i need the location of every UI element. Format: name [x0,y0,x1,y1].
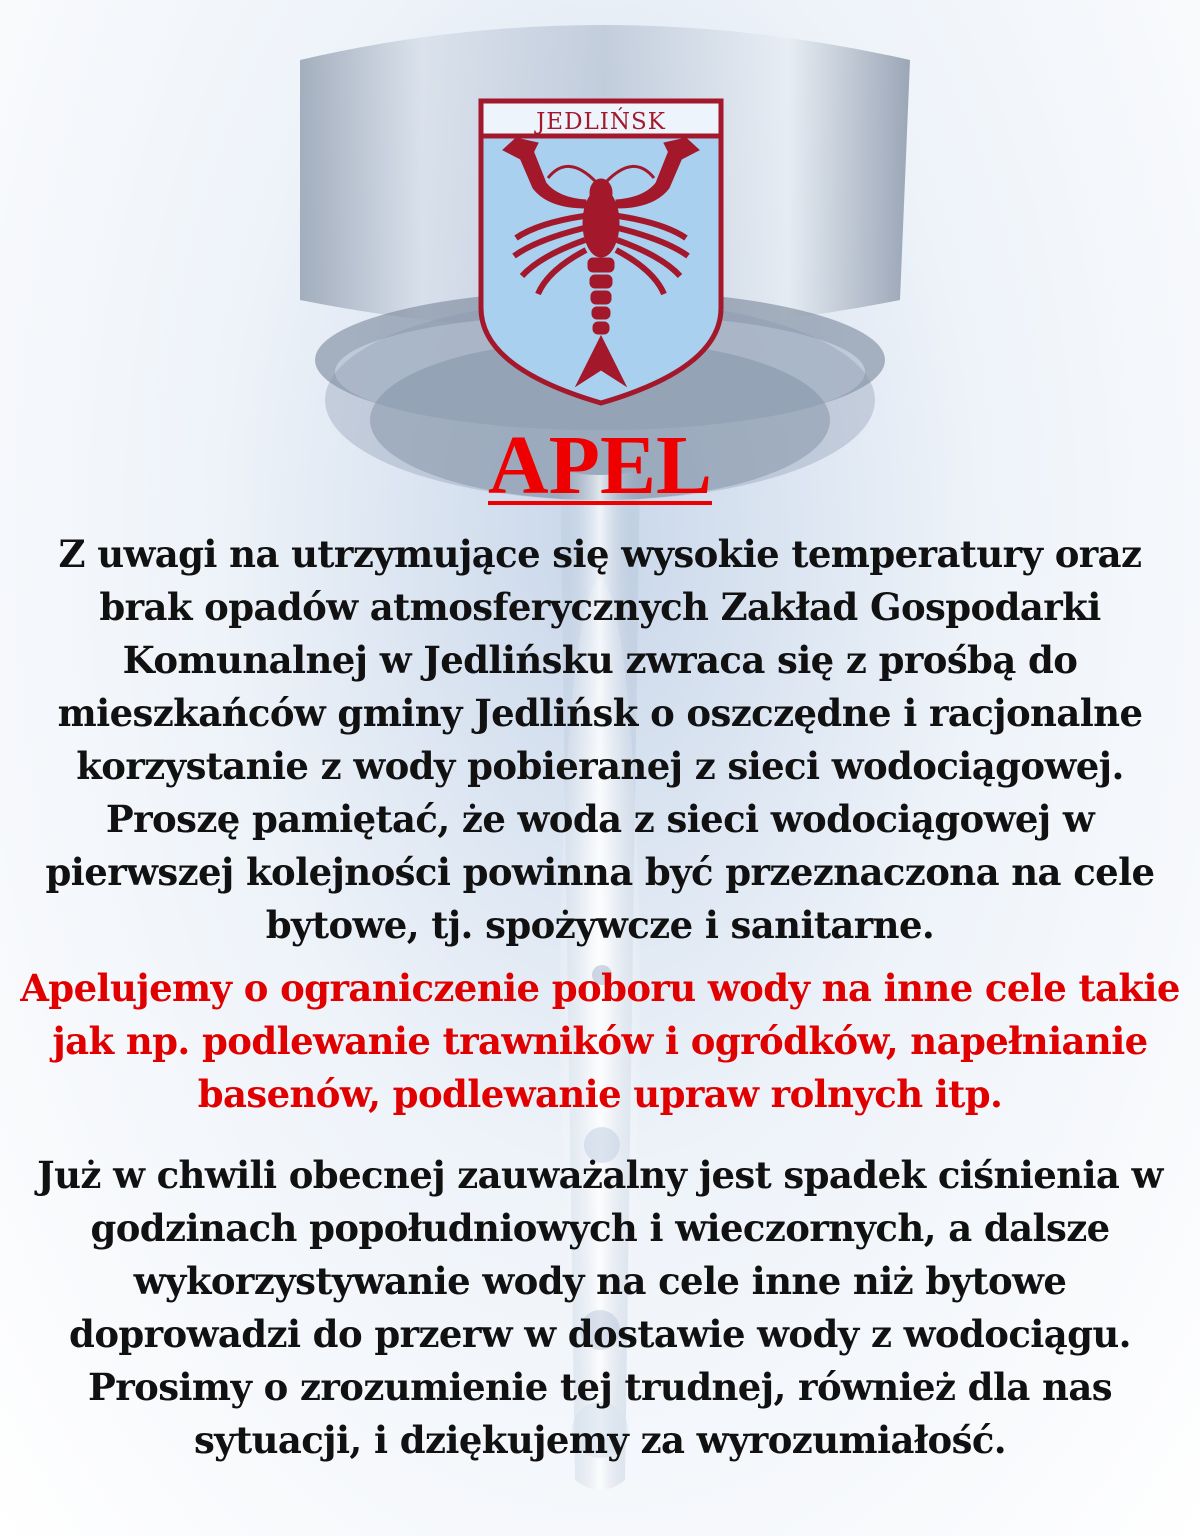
page-title: APEL [487,419,713,512]
closing-paragraph: Już w chwili obecnej zauważalny jest spadek ciśnienia w godzinach popołudniowych i wieczornych, a dalsze wykorzystywanie wody na cele inne niż bytowe doprowadzi do przerw w dostawie wody z wodociągu. Prosimy o zrozumienie tej trudnej, również dla nas sytuacji, i dziękujemy za wyrozumiałość. [37,1153,1163,1462]
jedlinsk-coat-of-arms-emblem [478,98,724,406]
crest-town-name: JEDLIŃSK [536,109,666,135]
intro-paragraph: Z uwagi na utrzymujące się wysokie temperatury oraz brak opadów atmosferycznych Zakład Gospodarki Komunalnej w Jedlińsku zwraca się z prośbą do mieszkańców gminy Jedlińsk o oszczędne i racjonalne korzystanie z wody pobieranej z sieci wodociągowej. Proszę pamiętać, że woda z sieci wodociągowej w pierwszej kolejności powinna być przeznaczona na cele bytowe, tj. spożywcze i sanitarne. [45,532,1155,947]
appeal-highlight-paragraph: Apelujemy o ograniczenie poboru wody na inne cele takie jak np. podlewanie trawników i ogródków, napełnianie basenów, podlewanie upraw rolnych itp. [20,966,1180,1116]
